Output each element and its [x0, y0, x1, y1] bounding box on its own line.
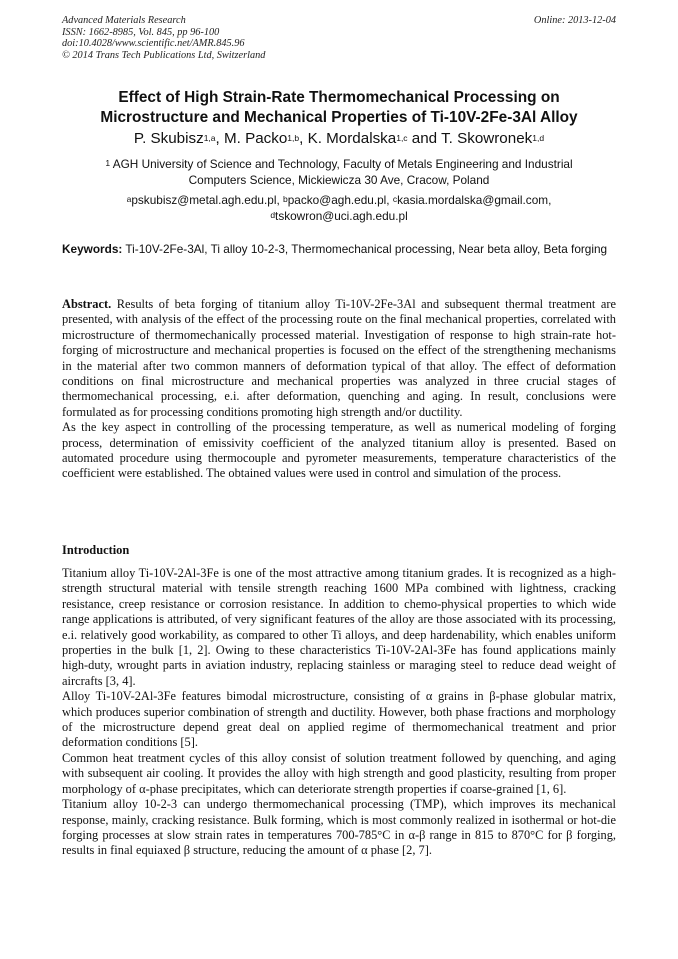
email-link[interactable]: pskubisz@metal.agh.edu.pl,: [131, 193, 280, 207]
online-date: Online: 2013-12-04: [533, 15, 616, 26]
email-list: $^a$pskubisz@metal.agh.edu.pl, $^b$packo@agh.edu.pl, $^c$kasia.mordalska@gmail.com, $^d$tskowron@uci.agh.edu.pl: [126, 193, 552, 223]
keywords-label: Keywords:: [62, 242, 123, 256]
abstract-label: Abstract.: [62, 297, 112, 311]
author-name: P. Skubisz: [133, 130, 204, 147]
title-line-2: Microstructure and Mechanical Properties of Ti-10V-2Fe-3Al Alloy: [100, 109, 578, 126]
abstract: [62, 297, 616, 482]
affiliation: [62, 157, 616, 188]
doi-line: doi:10.4028/www.scientific.net/AMR.845.96: [62, 38, 245, 49]
author-sup: 1,b: [287, 133, 300, 143]
author-sup: 1,d: [532, 133, 545, 143]
author-list: [62, 130, 616, 148]
keywords: [62, 242, 616, 258]
email-link[interactable]: tskowron@uci.agh.edu.pl: [275, 208, 408, 223]
title-line-1: Effect of High Strain-Rate Thermomechanical Processing on: [118, 89, 560, 106]
affiliation-line-1: AGH University of Science and Technology, Faculty of Metals Engineering and Industrial: [110, 157, 573, 171]
author-name: K. Mordalska: [307, 130, 397, 147]
author-name: T. Skowronek: [441, 130, 533, 147]
intro-paragraph-1: Titanium alloy Ti-10V-2Al-3Fe is one of the most attractive among titanium grades. It is recognized as a high-strength structural material with tensile strength reaching 1600 MPa combined with lightness, cracking resistance, creep resistance or corrosion resistance. In addition to chemo-physical properties to which wide range applications is attributed, of very significant features of the alloy are those associated with its processing, e.i. relatively good workability, as compared to other Ti alloys, and deep hardenability, which enables uniform properties in the bulk [1, 2]. Owing to these characteristics Ti-10V-2Al-3Fe has found applications mainly high-duty, wrought parts in aviation industry, replacing stainless or maraging steel to reduce dead weight of aircrafts [3, 4].: [62, 566, 616, 688]
abstract-paragraph-2: As the key aspect in controlling of the processing temperature, as well as numerical modeling of forging process, determination of emissivity coefficient of the analyzed titanium alloy is presented. Based on automated procedure using thermocouple and pyrometer measurements, temperature characteristics of the coefficient were established. The obtained values were used in control and simulation of the process.: [62, 420, 616, 481]
affiliation-line-2: Computers Science, Mickiewicza 30 Ave, Cracow, Poland: [188, 172, 490, 187]
author-sep: ,: [215, 130, 224, 147]
intro-paragraph-4: Titanium alloy 10-2-3 can undergo thermomechanical processing (TMP), which improves its mechanical response, mainly, cracking resistance. Bulk forming, which is most commonly realized in isothermal or hot-die forging processes at slow strain rates in temperatures 700-785°C in α-β range in 815 to 870°C for β forging, results in final equiaxed β structure, reducing the amount of α phase [2, 7].: [62, 797, 616, 858]
journal-header: [62, 15, 616, 61]
issn-line: ISSN: 1662-8985, Vol. 845, pp 96-100: [62, 26, 220, 38]
intro-paragraph-3: Common heat treatment cycles of this alloy consist of solution treatment followed by quenching, and aging with subsequent air cooling. It provides the alloy with high strength and good plasticity, resulting from proper morphology of α-phase precipitates, which can deteriorate strength properties if coarse-grained [1, 6].: [62, 750, 616, 796]
journal-name: Advanced Materials Research: [62, 15, 186, 26]
introduction-body: [62, 566, 616, 859]
affiliation-sup: 1: [105, 158, 111, 168]
author-sep: ,: [299, 130, 308, 147]
section-heading-introduction: Introduction: [62, 543, 130, 557]
intro-paragraph-2: Alloy Ti-10V-2Al-3Fe features bimodal microstructure, consisting of α grains in β-phase globular matrix, which produces superior combination of strength and ductility. However, both phase fractions and morphology of the microstructure depend great deal on applied regime of thermomechanical treatment and prior deformation conditions [5].: [62, 689, 616, 750]
abstract-paragraph-1: Results of beta forging of titanium alloy Ti-10V-2Fe-3Al and subsequent thermal treatment are presented, with analysis of the effect of the processing route on the final mechanical properties, correlated with microstructure of thermomechanically processed material. Investigation of response to high strain-rate hot-forging of microstructure and mechanical properties is focused on the effect of the strengthening mechanisms in the material after two common manners of deformation typical of that alloy. The effect of deformation conditions on final microstructure and mechanical properties was analyzed in three crucial stages of thermomechanical processing, e.i. after deformation, quenching and aging. In result, conclusions were formulated as for processing conditions promoting high strength and/or ductility.: [62, 297, 616, 419]
email-link[interactable]: packo@agh.edu.pl,: [287, 193, 390, 207]
email-link[interactable]: kasia.mordalska@gmail.com,: [397, 193, 552, 207]
author-sup: 1,c: [396, 133, 408, 143]
author-sup: 1,a: [203, 133, 216, 143]
copyright-line: © 2014 Trans Tech Publications Ltd, Switzerland: [62, 49, 266, 61]
author-sep: and: [407, 130, 442, 147]
paper-title: [62, 88, 616, 128]
keywords-text: Ti-10V-2Fe-3Al, Ti alloy 10-2-3, Thermomechanical processing, Near beta alloy, Beta forging: [125, 242, 608, 256]
author-name: M. Packo: [223, 130, 288, 147]
